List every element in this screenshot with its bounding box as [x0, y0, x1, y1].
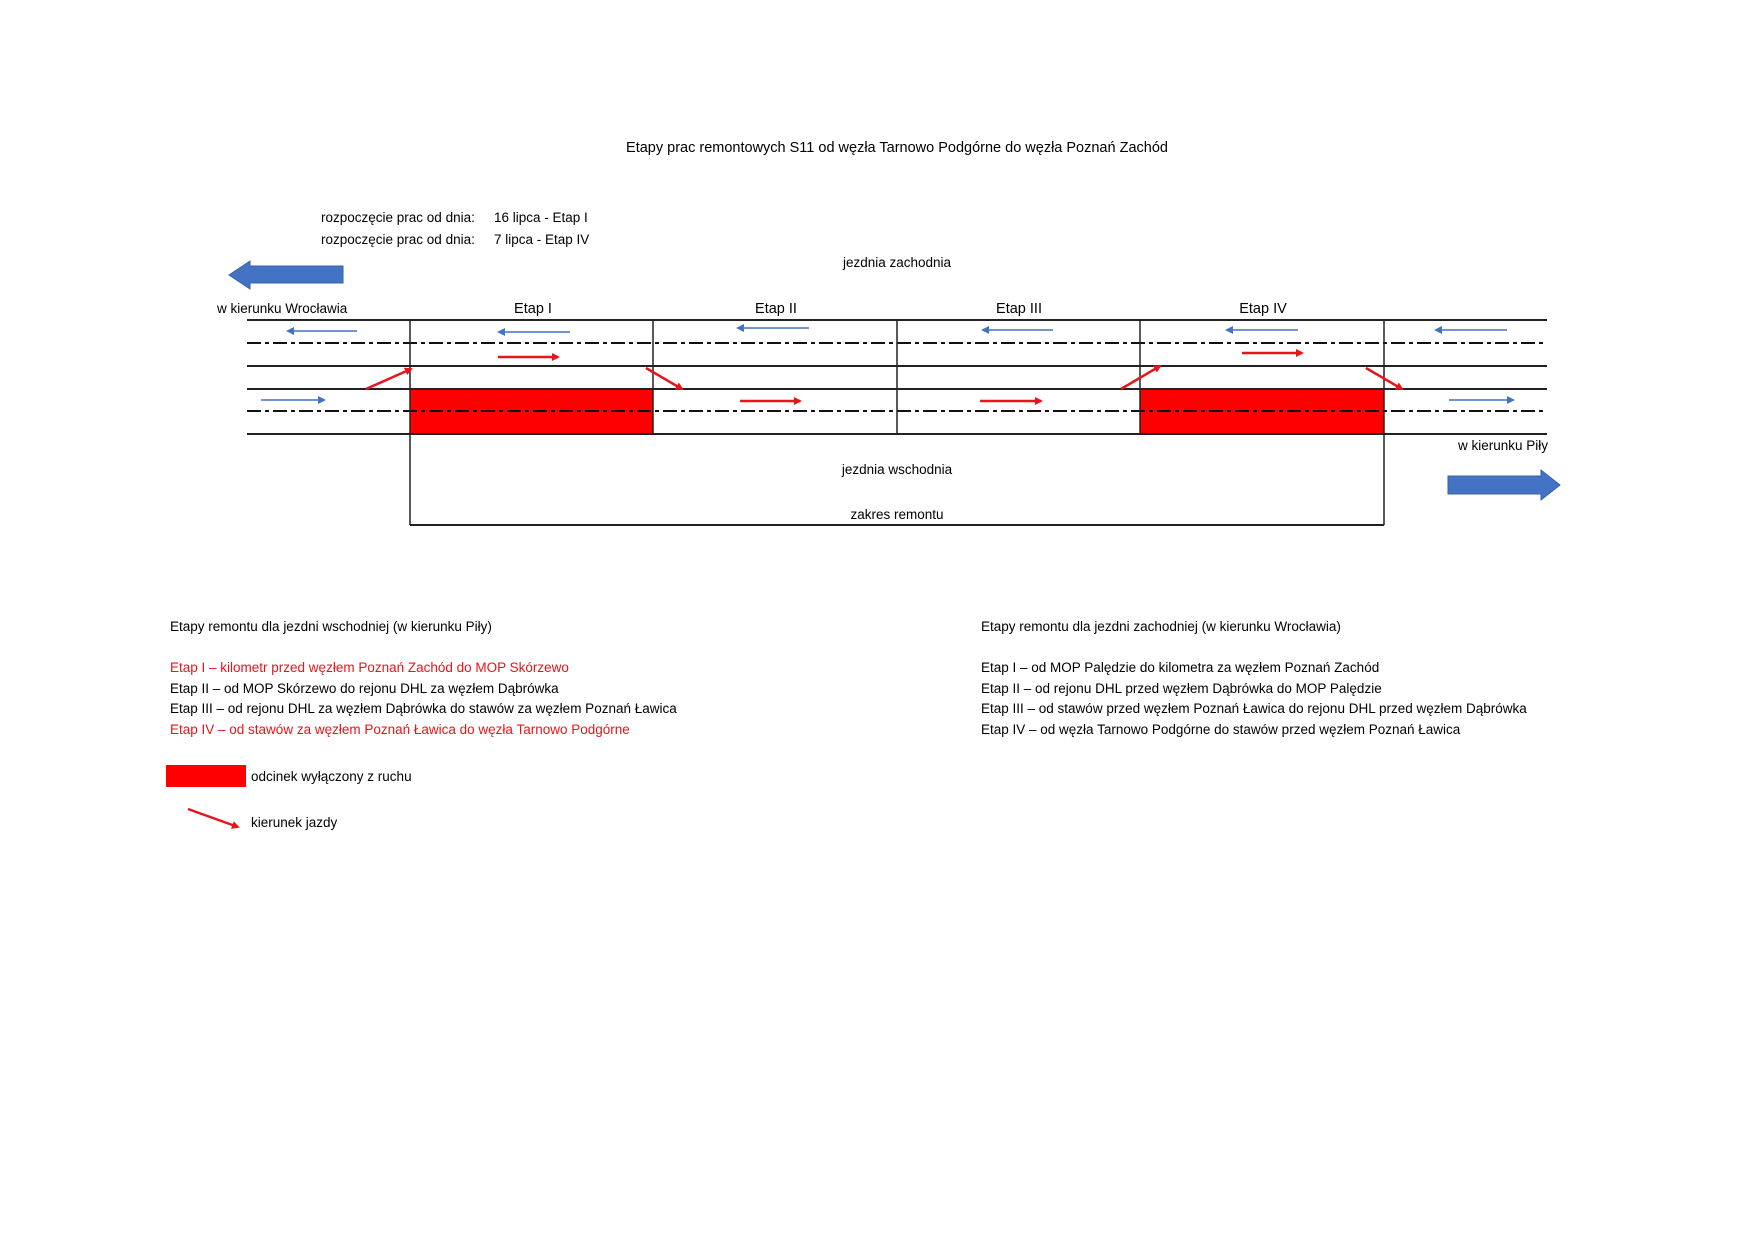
east-carriageway-label: jezdnia wschodnia: [841, 462, 953, 477]
legend-closed-swatch: [166, 765, 246, 787]
west-section-heading: Etapy remontu dla jezdni zachodniej (w kierunku Wrocławia): [981, 619, 1341, 634]
east-stage-item: Etap IV – od stawów za węzłem Poznań Ławica do węzła Tarnowo Podgórne: [170, 722, 630, 737]
west-stage-item: Etap III – od stawów przed węzłem Poznań Ławica do rejonu DHL przed węzłem Dąbrówka: [981, 701, 1527, 716]
direction-right-label: w kierunku Piły: [1458, 438, 1549, 453]
legend-closed-label: odcinek wyłączony z ruchu: [251, 769, 412, 784]
repair-scope-label: zakres remontu: [850, 507, 944, 522]
stage-label-1: Etap I: [514, 301, 552, 317]
west-stage-item: Etap I – od MOP Palędzie do kilometra za węzłem Poznań Zachód: [981, 660, 1380, 675]
stage-label-3: Etap III: [996, 301, 1042, 317]
big-arrow-right-icon: [1448, 470, 1560, 500]
big-arrow-left-icon: [229, 261, 343, 289]
east-stage-item: Etap III – od rejonu DHL za węzłem Dąbrówka do stawów za węzłem Poznań Ławica: [170, 701, 677, 716]
east-section-heading: Etapy remontu dla jezdni wschodniej (w kierunku Piły): [170, 619, 492, 634]
east-stage-item: Etap II – od MOP Skórzewo do rejonu DHL za węzłem Dąbrówka: [170, 681, 559, 696]
west-stage-item: Etap II – od rejonu DHL przed węzłem Dąbrówka do MOP Palędzie: [981, 681, 1382, 696]
start-date-label: rozpoczęcie prac od dnia:: [321, 232, 475, 247]
east-stage-item: Etap I – kilometr przed węzłem Poznań Zachód do MOP Skórzewo: [170, 660, 569, 675]
direction-left-label: w kierunku Wrocławia: [217, 301, 348, 316]
west-carriageway-label: jezdnia zachodnia: [842, 255, 952, 270]
red-crossover-arrow-icon: [366, 369, 411, 389]
red-crossover-arrow-icon: [646, 368, 682, 389]
west-stage-item: Etap IV – od węzła Tarnowo Podgórne do stawów przed węzłem Poznań Ławica: [981, 722, 1461, 737]
start-date-label: rozpoczęcie prac od dnia:: [321, 210, 475, 225]
page-title: Etapy prac remontowych S11 od węzła Tarnowo Podgórne do węzła Poznań Zachód: [626, 140, 1168, 156]
start-date-value: 16 lipca - Etap I: [494, 210, 588, 225]
legend-direction-label: kierunek jazdy: [251, 815, 338, 830]
stage-label-2: Etap II: [755, 301, 797, 317]
stage-label-4: Etap IV: [1239, 301, 1287, 317]
legend-direction-arrow-icon: [188, 809, 238, 827]
start-date-value: 7 lipca - Etap IV: [494, 232, 590, 247]
